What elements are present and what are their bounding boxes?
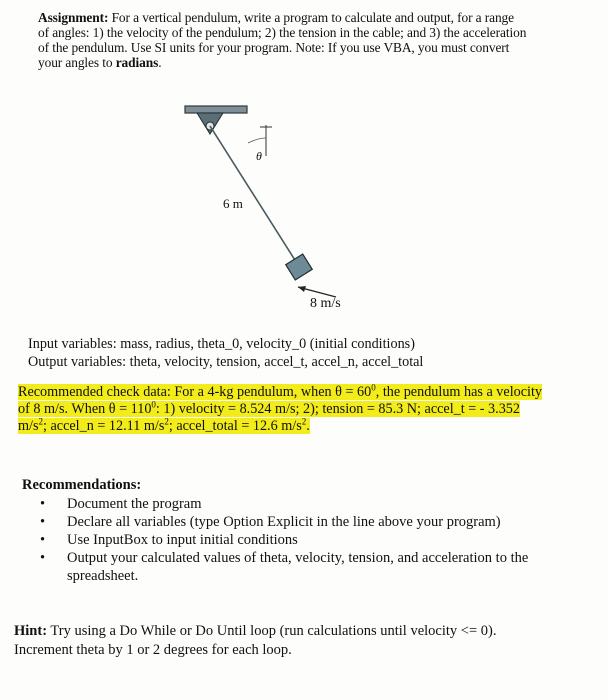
check-data-highlight: Recommended check data: For a 4-kg pendulum, when $\theta = 60^0$, the pendulum has a velocity of 8 m/s. When $\theta = 110^0$: 1) velocity = 8.524 m/s; 2); tension = 85.3 N; accel_t = - 3.352 $m/s^2$; accel_n = 12.11 $m/s^2$; accel_total = 12.6 $m/s^2$.	[18, 382, 543, 434]
variables-block	[28, 336, 423, 371]
bullet-icon: •	[40, 514, 46, 530]
recommendations-section	[22, 476, 582, 585]
bullet-icon: •	[40, 496, 46, 512]
pendulum-bob	[286, 254, 312, 280]
input-variables: Input variables: mass, radius, theta_0, velocity_0 (initial conditions)	[28, 336, 415, 352]
pendulum-diagram	[150, 100, 410, 315]
bullet-icon: •	[40, 550, 46, 566]
angle-arc	[248, 138, 266, 143]
assignment-line-3: of the pendulum. Use SI units for your program. Note: If you use VBA, you must convert	[38, 40, 510, 55]
ceiling-support	[185, 106, 247, 113]
assignment-label: Assignment:	[38, 10, 109, 25]
hint-text-1: Try using a Do While or Do Until loop (run calculations until velocity <= 0).	[47, 623, 497, 639]
list-item: • Use InputBox to input initial conditions	[40, 532, 298, 548]
hint-paragraph	[14, 622, 584, 660]
check-data-paragraph	[18, 384, 592, 435]
assignment-line-1: For a vertical pendulum, write a program to calculate and output, for a range	[108, 10, 514, 25]
hint-label: Hint:	[14, 623, 48, 639]
assignment-line-4: your angles to	[38, 55, 116, 70]
list-item: • Document the program	[40, 496, 202, 512]
list-item: • Declare all variables (type Option Explicit in the line above your program)	[40, 514, 501, 530]
output-variables: Output variables: theta, velocity, tension, accel_t, accel_n, accel_total	[28, 353, 424, 370]
recommendations-title: Recommendations:	[22, 477, 142, 493]
hint-text-2: Increment theta by 1 or 2 degrees for each loop.	[14, 642, 292, 658]
angle-label: θ	[256, 149, 262, 163]
radians-emphasis: radians	[115, 55, 159, 70]
length-label: 6 m	[223, 196, 243, 211]
assignment-line-2: of angles: 1) the velocity of the pendulum; 2) the tension in the cable; and 3) the acceleration	[38, 25, 527, 40]
velocity-label: 8 m/s	[310, 296, 341, 311]
pendulum-figure	[150, 100, 410, 315]
assignment-paragraph: Assignment: For a vertical pendulum, write a program to calculate and output, for a range of angles: 1) the velocity of the pendulum; 2) the tension in the cable; and 3) the acceleration of the pendulum. Use SI units for your program. Note: If you use VBA, you must convert your angles to radians.	[38, 10, 527, 70]
bullet-icon: •	[40, 532, 46, 548]
recommendations-list	[22, 495, 582, 585]
list-item: • Output your calculated values of theta, velocity, tension, and acceleration to the spreadsheet.	[40, 550, 529, 584]
